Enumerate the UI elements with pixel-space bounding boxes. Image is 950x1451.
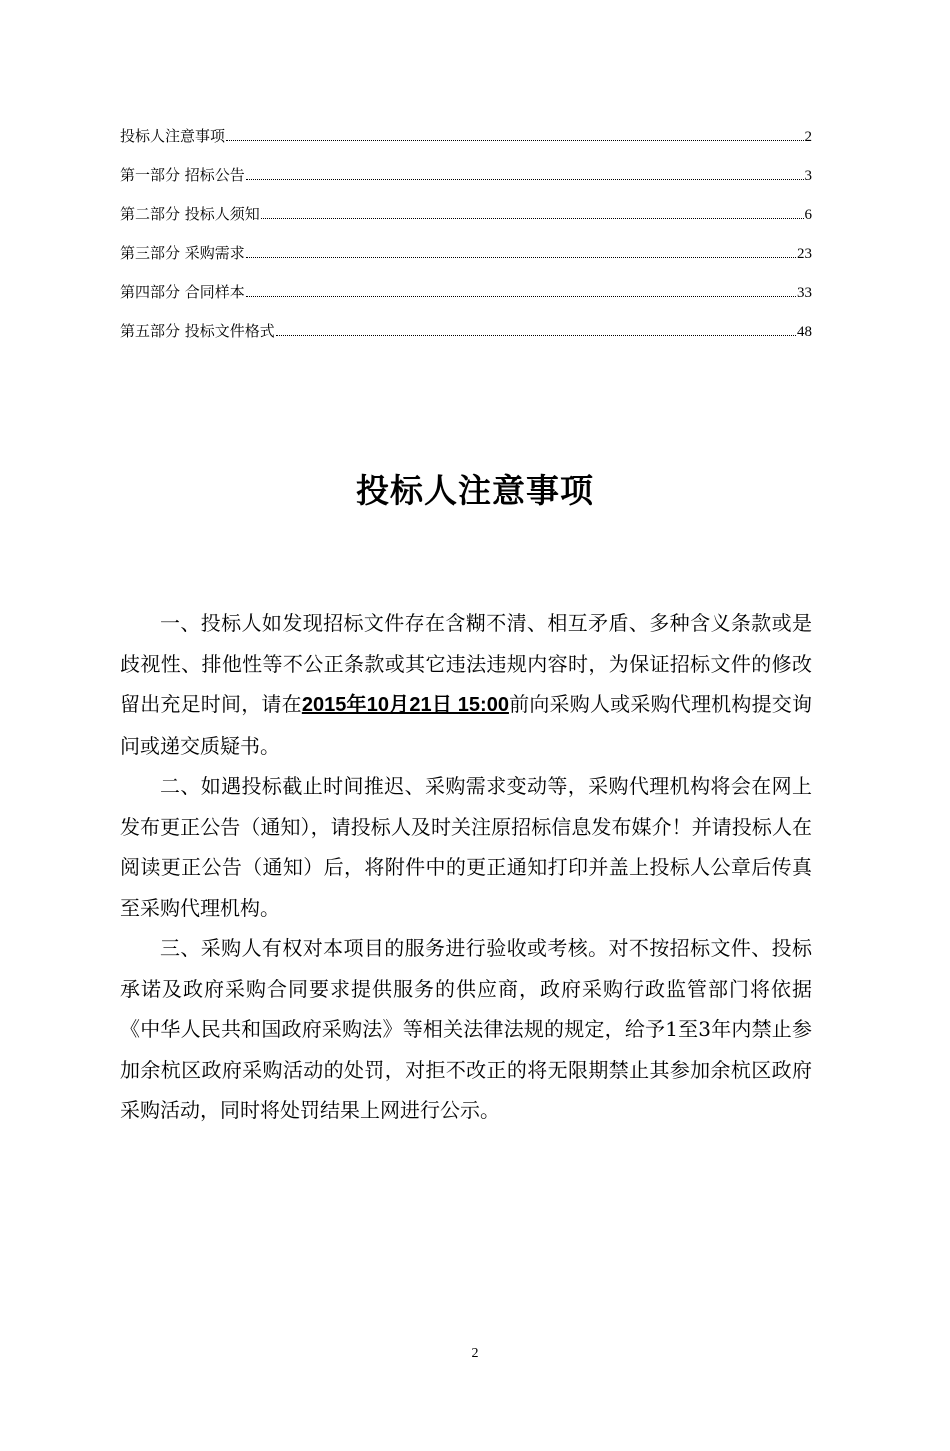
toc-dot-leader xyxy=(276,323,796,336)
toc-entry[interactable] xyxy=(120,243,812,282)
toc-entry-label: 第三部分 采购需求 xyxy=(120,244,245,262)
table-of-contents xyxy=(120,126,812,360)
toc-entry-label: 第一部分 招标公告 xyxy=(120,166,245,184)
toc-entry[interactable] xyxy=(120,204,812,243)
paragraph-1-text: 一、投标人如发现招标文件存在含糊不清、相互矛盾、多种含义条款或是歧视性、排他性等不公正条款或其它违法违规内容时，为保证招标文件的修改留出充足时间，请在 xyxy=(120,611,812,716)
toc-entry-page: 3 xyxy=(804,168,812,184)
toc-entry[interactable] xyxy=(120,321,812,360)
toc-entry-label: 投标人注意事项 xyxy=(120,127,226,145)
notice-body xyxy=(120,603,812,1131)
notice-paragraph-2: 二、如遇投标截止时间推迟、采购需求变动等，采购代理机构将会在网上发布更正公告（通知），请投标人及时关注原招标信息发布媒介！并请投标人在阅读更正公告（通知）后，将附件中的更正通知打印并盖上投标人公章后传真至采购代理机构。 xyxy=(120,774,812,920)
toc-dot-leader xyxy=(246,284,796,297)
toc-entry-label: 第二部分 投标人须知 xyxy=(120,205,260,223)
toc-entry-page: 6 xyxy=(804,207,812,223)
toc-entry-page: 48 xyxy=(797,324,812,340)
deadline-date: 2015年10月21日 15:00 xyxy=(301,694,509,716)
toc-dot-leader xyxy=(246,167,804,180)
notice-paragraph-1 xyxy=(120,603,812,766)
toc-entry-page: 33 xyxy=(797,285,812,301)
notice-paragraph-3: 三、采购人有权对本项目的服务进行验收或考核。对不按招标文件、投标承诺及政府采购合同要求提供服务的供应商，政府采购行政监管部门将依据《中华人民共和国政府采购法》等相关法律法规的规定，给予1至3年内禁止参加余杭区政府采购活动的处罚，对拒不改正的将无限期禁止其参加余杭区政府采购活动，同时将处罚结果上网进行公示。 xyxy=(120,936,812,1122)
toc-dot-leader xyxy=(261,206,804,219)
page-number: 2 xyxy=(471,1346,479,1361)
toc-entry[interactable] xyxy=(120,165,812,204)
toc-dot-leader xyxy=(246,245,796,258)
toc-entry-page: 2 xyxy=(804,129,812,145)
toc-entry-label: 第五部分 投标文件格式 xyxy=(120,322,275,340)
toc-entry-label: 第四部分 合同样本 xyxy=(120,283,245,301)
toc-dot-leader xyxy=(226,128,803,141)
toc-entry[interactable] xyxy=(120,282,812,321)
paragraph-1-text-end: 前向采购人或采购代理机构提交询问或递交质疑书。 xyxy=(120,692,812,758)
toc-entry-page: 23 xyxy=(797,246,812,262)
toc-entry[interactable] xyxy=(120,126,812,165)
section-heading: 投标人注意事项 xyxy=(356,471,594,510)
